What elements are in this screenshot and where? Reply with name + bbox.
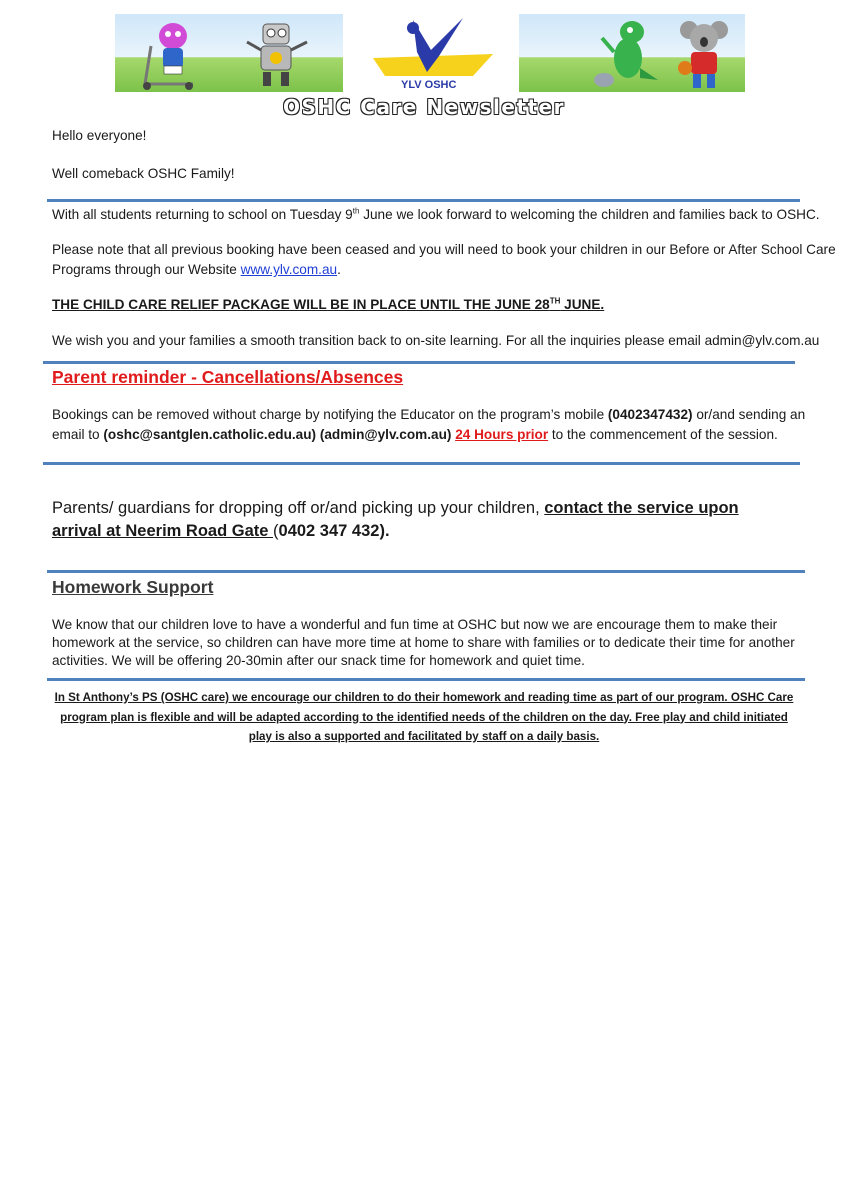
greeting: Hello everyone! bbox=[52, 128, 147, 143]
returning-paragraph: With all students returning to school on Tuesday 9th June we look forward to welcoming the children and families back to OSHC. bbox=[52, 206, 820, 222]
ylv-logo bbox=[343, 14, 519, 92]
divider bbox=[47, 199, 800, 202]
divider bbox=[43, 361, 795, 364]
deadline-note: 24 Hours prior bbox=[455, 427, 549, 442]
parent-reminder-heading: Parent reminder - Cancellations/Absences bbox=[52, 367, 404, 387]
program-note: In St Anthony’s PS (OSHC care) we encourage our children to do their homework and reading time as part of our program. OSHC Care program plan is flexible and will be adapted according to the identified needs of the children on the day. Free play and child initiated play is also a supported and facilitated by staff on a daily basis. bbox=[54, 691, 794, 743]
robot-illustration bbox=[243, 18, 313, 90]
divider bbox=[47, 570, 805, 573]
reminder-paragraph: Bookings can be removed without charge by notifying the Educator on the program’s mobile (0402347432) or/and sending an email to (oshc@santglen.catholic.edu.au) (admin@ylv.com.au) 24 Hours prior to the commencement of the session. bbox=[52, 407, 806, 442]
website-link[interactable]: www.ylv.com.au bbox=[240, 262, 338, 277]
divider bbox=[43, 462, 800, 465]
dragon-illustration bbox=[570, 16, 660, 92]
homework-paragraph: We know that our children love to have a wonderful and fun time at OSHC but now we are encourage them to make their homework at the service, so children can have more time at home to share with families or to dedicate their time for another activities. We will be offering 20-30min after our snack time for homework and quiet time. bbox=[52, 617, 795, 668]
welcome-text: Well comeback OSHC Family! bbox=[52, 166, 235, 181]
logo-text: YLV OSHC bbox=[401, 79, 457, 91]
transition-paragraph: We wish you and your families a smooth transition back to on-site learning. For all the inquiries please email admin@ylv.com.au bbox=[52, 333, 820, 348]
booking-paragraph: Please note that all previous booking have been ceased and you will need to book your children in our Before or After School Care Programs through our Website www.ylv.com.au. bbox=[52, 242, 836, 277]
relief-package-notice: THE CHILD CARE RELIEF PACKAGE WILL BE IN PLACE UNTIL THE JUNE 28TH JUNE. bbox=[52, 296, 605, 312]
newsletter-title: OSHC Care Newsletter bbox=[282, 95, 565, 119]
homework-heading: Homework Support bbox=[52, 577, 214, 597]
divider bbox=[47, 678, 805, 681]
gate-notice: Parents/ guardians for dropping off or/and picking up your children, contact the service upon arrival at Neerim Road Gate (0402 347 432). bbox=[52, 499, 739, 540]
header-banner bbox=[115, 14, 745, 92]
scooter-kid-illustration bbox=[133, 16, 203, 92]
koala-illustration bbox=[671, 16, 737, 92]
